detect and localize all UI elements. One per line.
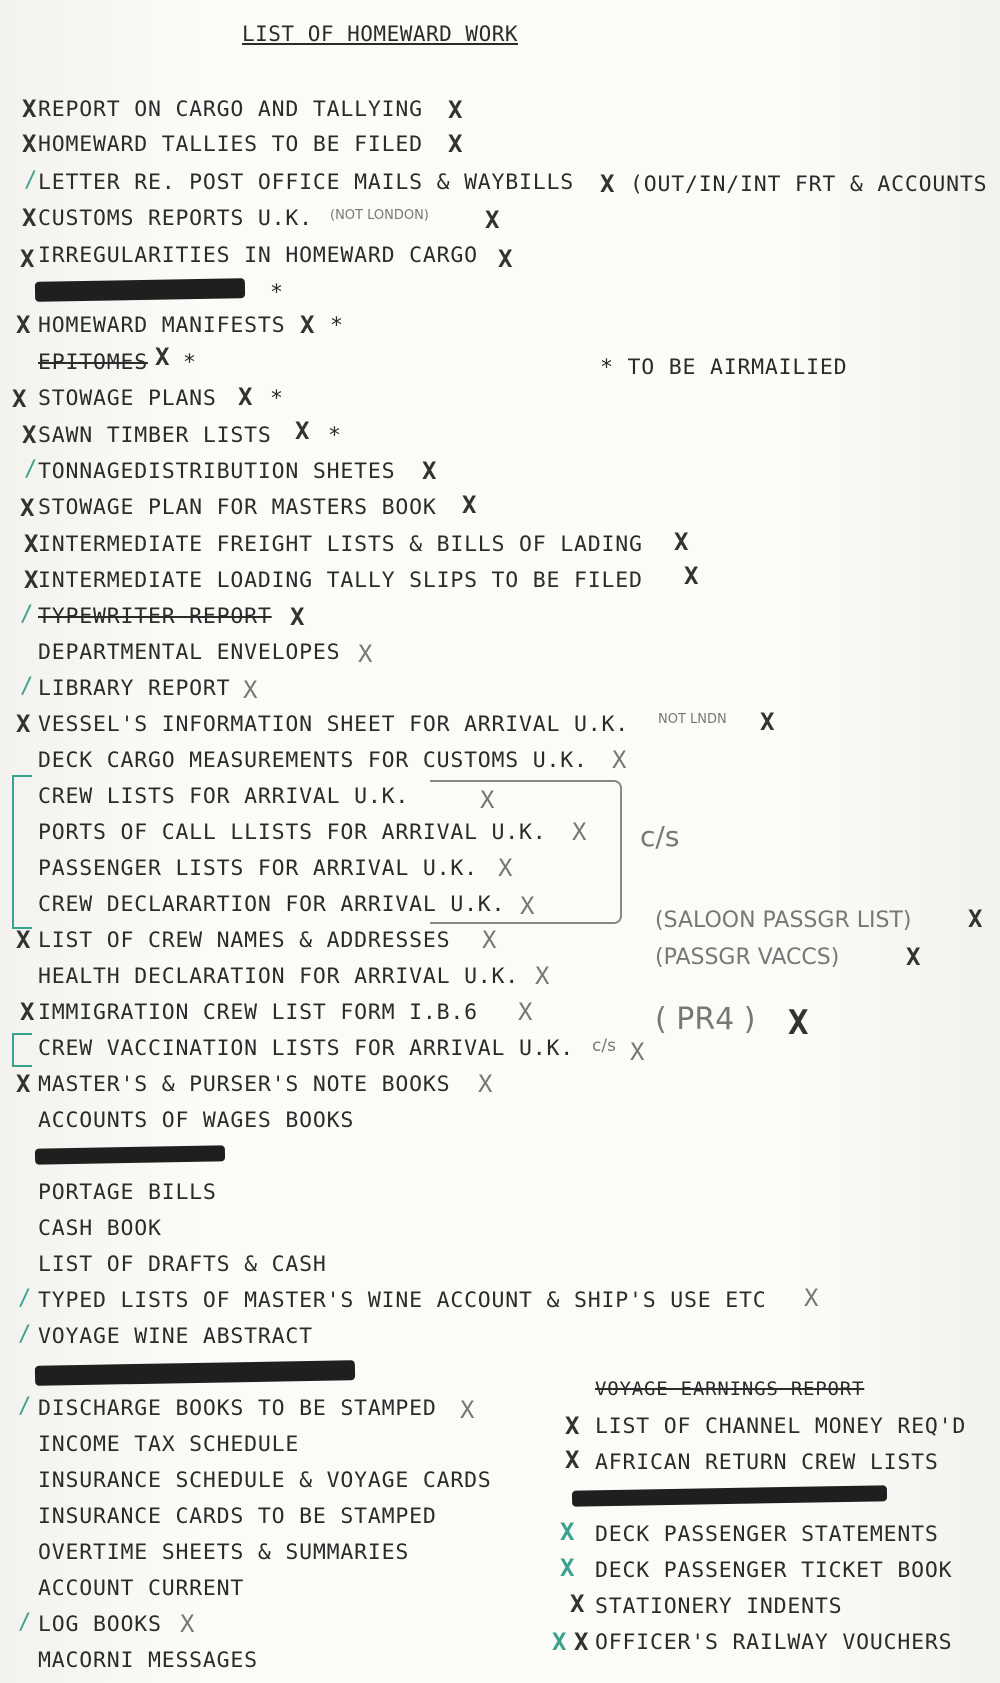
item-out-in-int-frt: (OUT/IN/INT FRT & ACCOUNTS	[630, 172, 988, 197]
check-x-mark: X	[20, 245, 35, 273]
star-marker: *	[270, 386, 284, 411]
star-marker: *	[270, 280, 284, 305]
item-crew-vaccination: CREW VACCINATION LISTS FOR ARRIVAL U.K.	[38, 1036, 575, 1061]
check-x-mark: X	[570, 1590, 585, 1618]
check-x-mark: X	[20, 494, 35, 522]
check-x-mark: X	[12, 385, 27, 413]
done-x-mark: X	[968, 905, 983, 933]
item-homeward-manifests: HOMEWARD MANIFESTS	[38, 313, 286, 338]
done-x-mark: X	[460, 1396, 475, 1424]
check-x-mark: X	[552, 1628, 567, 1656]
redacted-line	[35, 1145, 225, 1164]
check-x-mark: X	[20, 998, 35, 1026]
done-x-mark: X	[788, 1003, 809, 1043]
item-irregularities: IRREGULARITIES IN HOMEWARD CARGO	[38, 243, 478, 268]
item-crew-names: LIST OF CREW NAMES & ADDRESSES	[38, 928, 451, 953]
done-x-mark: X	[448, 96, 463, 124]
handwritten-vaccs: (PASSGR VACCS)	[655, 945, 840, 970]
done-x-mark: X	[180, 1610, 195, 1638]
item-passenger-lists: PASSENGER LISTS FOR ARRIVAL U.K.	[38, 856, 478, 881]
item-cash-book: CASH BOOK	[38, 1216, 162, 1241]
item-channel-money: LIST OF CHANNEL MONEY REQ'D	[595, 1414, 967, 1439]
item-vessels-information: VESSEL'S INFORMATION SHEET FOR ARRIVAL U.K.	[38, 712, 629, 737]
item-typewriter-report: TYPEWRITER REPORT	[38, 604, 272, 629]
tick-mark: /	[18, 1394, 32, 1419]
done-x-mark: X	[358, 640, 373, 668]
item-insurance-schedule: INSURANCE SCHEDULE & VOYAGE CARDS	[38, 1468, 492, 1493]
tick-mark: /	[18, 1322, 32, 1347]
item-stationery-indents: STATIONERY INDENTS	[595, 1594, 843, 1619]
airmail-note: * TO BE AIRMAILIED	[600, 355, 848, 380]
item-deck-passenger-ticket: DECK PASSENGER TICKET BOOK	[595, 1558, 953, 1583]
check-x-mark: X	[22, 204, 37, 232]
check-x-mark: X	[16, 710, 31, 738]
tick-mark: /	[20, 602, 34, 627]
item-library-report: LIBRARY REPORT	[38, 676, 231, 701]
item-income-tax: INCOME TAX SCHEDULE	[38, 1432, 300, 1457]
check-x-mark: X	[16, 311, 31, 339]
done-x-mark: X	[518, 998, 533, 1026]
check-x-mark: X	[574, 1628, 589, 1656]
check-x-mark: X	[22, 421, 37, 449]
item-african-return: AFRICAN RETURN CREW LISTS	[595, 1450, 939, 1475]
handwritten-not-london: (NOT LONDON)	[330, 208, 429, 223]
done-x-mark: X	[498, 245, 513, 273]
item-sawn-timber: SAWN TIMBER LISTS	[38, 423, 272, 448]
check-x-mark: X	[565, 1446, 580, 1474]
done-x-mark: X	[238, 383, 253, 411]
item-crew-declaration: CREW DECLARARTION FOR ARRIVAL U.K.	[38, 892, 506, 917]
star-marker: *	[328, 423, 342, 448]
item-stowage-plans: STOWAGE PLANS	[38, 386, 217, 411]
done-x-mark: X	[478, 1070, 493, 1098]
item-deck-cargo: DECK CARGO MEASUREMENTS FOR CUSTOMS U.K.	[38, 748, 588, 773]
item-health-declaration: HEALTH DECLARATION FOR ARRIVAL U.K.	[38, 964, 520, 989]
done-x-mark: X	[498, 854, 513, 882]
done-x-mark: X	[480, 786, 495, 814]
done-x-mark: X	[243, 676, 258, 704]
check-x-mark: X	[16, 1070, 31, 1098]
done-x-mark: X	[482, 926, 497, 954]
item-intermediate-freight: INTERMEDIATE FREIGHT LISTS & BILLS OF LADING	[38, 532, 643, 557]
done-x-mark: X	[422, 457, 437, 485]
item-report-on-cargo: REPORT ON CARGO AND TALLYING	[38, 97, 423, 122]
check-x-mark: X	[560, 1554, 575, 1582]
item-epitomes: EPITOMES	[38, 350, 148, 375]
check-x-mark: X	[16, 926, 31, 954]
item-insurance-cards: INSURANCE CARDS TO BE STAMPED	[38, 1504, 437, 1529]
handwritten-not-lndn: NOT LNDN	[658, 712, 727, 727]
redacted-line	[35, 1360, 355, 1386]
done-x-mark: X	[295, 417, 310, 445]
tick-mark: /	[24, 457, 38, 482]
item-deck-passenger-statements: DECK PASSENGER STATEMENTS	[595, 1522, 939, 1547]
redacted-line	[572, 1485, 887, 1506]
done-x-mark: X	[684, 562, 699, 590]
item-intermediate-loading: INTERMEDIATE LOADING TALLY SLIPS TO BE FILED	[38, 568, 643, 593]
done-x-mark: X	[612, 746, 627, 774]
item-crew-lists: CREW LISTS FOR ARRIVAL U.K.	[38, 784, 410, 809]
done-x-mark: X	[462, 491, 477, 519]
check-x-mark: X	[560, 1518, 575, 1546]
check-x-mark: X	[565, 1412, 580, 1440]
done-x-mark: X	[630, 1038, 645, 1066]
item-macorni-messages: MACORNI MESSAGES	[38, 1648, 258, 1673]
item-homeward-tallies: HOMEWARD TALLIES TO BE FILED	[38, 132, 423, 157]
star-marker: *	[330, 313, 344, 338]
item-tonnage-distribution: TONNAGEDISTRIBUTION SHETES	[38, 459, 396, 484]
star-marker: *	[183, 350, 197, 375]
item-ports-of-call: PORTS OF CALL LLISTS FOR ARRIVAL U.K.	[38, 820, 547, 845]
item-drafts-cash: LIST OF DRAFTS & CASH	[38, 1252, 327, 1277]
item-immigration-crew: IMMIGRATION CREW LIST FORM I.B.6	[38, 1000, 478, 1025]
item-discharge-books: DISCHARGE BOOKS TO BE STAMPED	[38, 1396, 437, 1421]
handwritten-cls-small: c/s	[592, 1036, 616, 1056]
done-x-mark: X	[572, 818, 587, 846]
item-overtime-sheets: OVERTIME SHEETS & SUMMARIES	[38, 1540, 410, 1565]
done-x-mark: X	[155, 343, 170, 371]
page-title: LIST OF HOMEWARD WORK	[242, 22, 519, 46]
check-x-mark: X	[22, 130, 37, 158]
item-portage-bills: PORTAGE BILLS	[38, 1180, 217, 1205]
redacted-line	[35, 278, 245, 302]
done-x-mark: X	[760, 708, 775, 736]
handwritten-saloon: (SALOON PASSGR LIST)	[655, 908, 912, 933]
done-x-mark: X	[485, 206, 500, 234]
tick-mark: /	[20, 674, 34, 699]
item-accounts-of-wages: ACCOUNTS OF WAGES BOOKS	[38, 1108, 355, 1133]
tick-mark: /	[18, 1286, 32, 1311]
done-x-mark: X	[448, 130, 463, 158]
item-voyage-wine: VOYAGE WINE ABSTRACT	[38, 1324, 313, 1349]
item-letter-post-office: LETTER RE. POST OFFICE MAILS & WAYBILLS	[38, 170, 575, 195]
check-x-mark: X	[24, 566, 39, 594]
handwritten-pr4: ( PR4 )	[655, 1002, 756, 1037]
green-bracket	[12, 1033, 32, 1067]
check-x-mark: X	[24, 530, 39, 558]
done-x-mark: X	[290, 603, 305, 631]
item-notebooks: MASTER'S & PURSER'S NOTE BOOKS	[38, 1072, 451, 1097]
tick-mark: /	[24, 168, 38, 193]
item-customs-reports: CUSTOMS REPORTS U.K.	[38, 206, 313, 231]
item-stowage-plan-masters: STOWAGE PLAN FOR MASTERS BOOK	[38, 495, 437, 520]
item-railway-vouchers: OFFICER'S RAILWAY VOUCHERS	[595, 1630, 953, 1655]
done-x-mark: X	[674, 528, 689, 556]
done-x-mark: X	[300, 311, 315, 339]
done-x-mark: X	[804, 1284, 819, 1312]
done-x-mark: X	[520, 892, 535, 920]
item-voyage-earnings: VOYAGE EARNINGS REPORT	[595, 1378, 865, 1400]
item-wine-account: TYPED LISTS OF MASTER'S WINE ACCOUNT & SHIP'S USE ETC	[38, 1288, 767, 1313]
done-x-mark: X	[535, 962, 550, 990]
check-x-mark: X	[22, 95, 37, 123]
tick-mark: /	[18, 1610, 32, 1635]
handwritten-cls: c/s	[640, 820, 680, 853]
green-bracket	[12, 775, 32, 929]
item-log-books: LOG BOOKS	[38, 1612, 162, 1637]
done-x-mark: X	[600, 170, 615, 198]
item-departmental-envelopes: DEPARTMENTAL ENVELOPES	[38, 640, 341, 665]
done-x-mark: X	[906, 943, 921, 971]
item-account-current: ACCOUNT CURRENT	[38, 1576, 245, 1601]
